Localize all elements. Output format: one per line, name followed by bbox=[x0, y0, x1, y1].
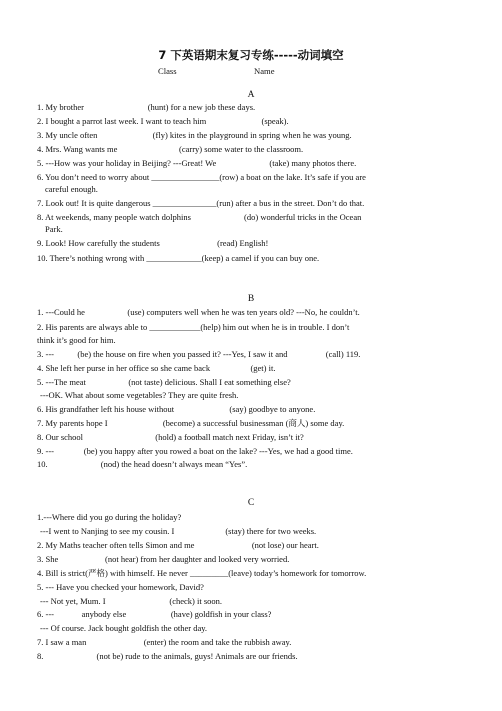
section-b-line: 9. --- (be) you happy after you rowed a boat on the lake? ---Yes, we had a good time. bbox=[37, 446, 353, 456]
section-a-heading: A bbox=[247, 90, 255, 100]
section-a-line: 1. My brother (hunt) for a new job these days. bbox=[37, 102, 256, 112]
section-b-line: 7. My parents hope I (become) a successful businessman (商人) some day. bbox=[37, 418, 345, 428]
section-b-line: 8. Our school (hold) a football match next Friday, isn’t it? bbox=[37, 432, 304, 442]
section-c-line: 1.---Where did you go during the holiday? bbox=[37, 512, 182, 522]
name-label: Name bbox=[254, 66, 275, 76]
section-c-line: 7. I saw a man (enter) the room and take the rubbish away. bbox=[37, 637, 292, 647]
section-b-line: 2. His parents are always able to ____________(help) him out when he is in trouble. I don’t bbox=[37, 322, 350, 332]
section-c-line: 5. --- Have you checked your homework, David? bbox=[37, 582, 204, 592]
section-c-line: ---I went to Nanjing to see my cousin. I (stay) there for two weeks. bbox=[40, 526, 317, 536]
section-b-line: 3. --- (be) the house on fire when you passed it? ---Yes, I saw it and (call) 119. bbox=[37, 349, 361, 359]
section-b-heading: B bbox=[247, 294, 255, 304]
section-b-line: 10. (nod) the head doesn’t always mean “Yes”. bbox=[37, 459, 248, 469]
section-a-line: 3. My uncle often (fly) kites in the playground in spring when he was young. bbox=[37, 130, 352, 140]
section-c-line: --- Not yet, Mum. I (check) it soon. bbox=[40, 596, 223, 606]
section-b-line: 6. His grandfather left his house without (say) goodbye to anyone. bbox=[37, 404, 316, 414]
section-c-line: 3. She (not hear) from her daughter and looked very worried. bbox=[37, 554, 290, 564]
section-c-line: 4. Bill is strict(严格) with himself. He never _________(leave) today’s homework for tomorrow. bbox=[37, 568, 367, 578]
section-a-line: careful enough. bbox=[45, 184, 98, 194]
section-b-line: think it’s good for him. bbox=[37, 335, 116, 345]
section-a-line: 2. I bought a parrot last week. I want to teach him (speak). bbox=[37, 116, 289, 126]
section-b-line: 1. ---Could he (use) computers well when he was ten years old? ---No, he couldn’t. bbox=[37, 307, 360, 317]
section-a-line: 10. There’s nothing wrong with _____________(keep) a camel if you can buy one. bbox=[37, 253, 320, 263]
section-b-line: ---OK. What about some vegetables? They are quite fresh. bbox=[40, 390, 239, 400]
section-b-line: 5. ---The meat (not taste) delicious. Shall I eat something else? bbox=[37, 377, 291, 387]
section-a-line: Park. bbox=[45, 224, 63, 234]
section-b-line: 4. She left her purse in her office so she came back (get) it. bbox=[37, 363, 276, 373]
section-c-line: --- Of course. Jack bought goldfish the other day. bbox=[40, 623, 208, 633]
section-a-line: 9. Look! How carefully the students (read) English! bbox=[37, 238, 269, 248]
section-a-line: 4. Mrs. Wang wants me (carry) some water to the classroom. bbox=[37, 144, 304, 154]
page-title: 7 下英语期末复习专练-----动词填空 bbox=[158, 48, 344, 62]
class-label: Class bbox=[158, 66, 177, 76]
section-c-line: 6. --- anybody else (have) goldfish in your class? bbox=[37, 609, 272, 619]
section-c-line: 8. (not be) rude to the animals, guys! Animals are our friends. bbox=[37, 651, 298, 661]
section-a-line: 5. ---How was your holiday in Beijing? ---Great! We (take) many photos there. bbox=[37, 158, 357, 168]
section-a-line: 7. Look out! It is quite dangerous _______________(run) after a bus in the street. Don’t do that. bbox=[37, 198, 365, 208]
section-c-line: 2. My Maths teacher often tells Simon and me (not lose) our heart. bbox=[37, 540, 319, 550]
section-c-heading: C bbox=[247, 498, 255, 508]
section-a-line: 6. You don’t need to worry about ________________(row) a boat on the lake. It’s safe if you are bbox=[37, 172, 366, 182]
section-a-line: 8. At weekends, many people watch dolphins (do) wonderful tricks in the Ocean bbox=[37, 212, 362, 222]
